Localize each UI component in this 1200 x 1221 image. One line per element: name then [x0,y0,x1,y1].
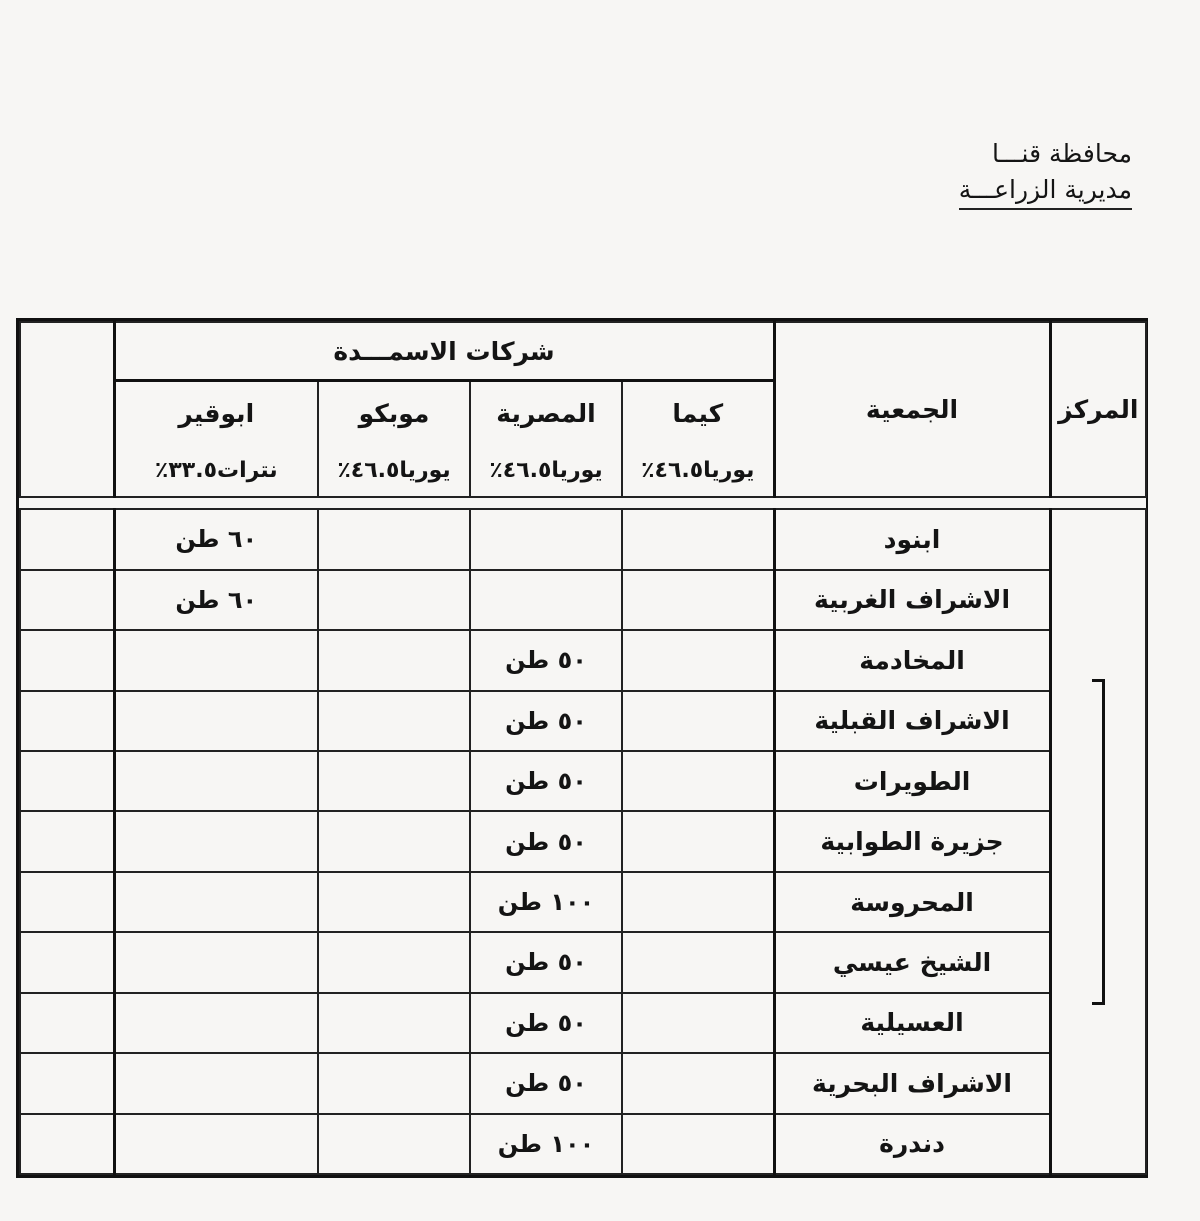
association-cell: الاشراف البحرية [774,1053,1050,1113]
association-cell: الشيخ عيسي [774,932,1050,992]
mopco-cell [318,1114,470,1175]
association-cell: المخادمة [774,630,1050,690]
company-kima-product: يوريا٤٦.٥٪ [622,444,774,497]
kima-cell [622,1114,774,1175]
document-header [959,136,1132,210]
blank-cell [20,872,114,932]
association-cell: جزيرة الطوابية [774,811,1050,871]
masria-cell: ٥٠ طن [470,811,622,871]
masria-cell [470,509,622,569]
kima-cell [622,509,774,569]
masria-cell: ٥٠ طن [470,630,622,690]
kima-cell [622,751,774,811]
abuqir-cell [114,993,318,1053]
blank-cell [20,932,114,992]
fertilizer-allocation-table [19,321,1147,1175]
company-kima-header: كيما [622,381,774,445]
abuqir-cell [114,691,318,751]
table-row [20,811,1146,871]
abuqir-cell [114,1053,318,1113]
abuqir-cell [114,811,318,871]
masria-cell: ٥٠ طن [470,993,622,1053]
table-row [20,630,1146,690]
association-cell: دندرة [774,1114,1050,1175]
company-masria-header: المصرية [470,381,622,445]
abuqir-cell [114,630,318,690]
blank-cell [20,1053,114,1113]
table-row [20,691,1146,751]
kima-cell [622,872,774,932]
abuqir-cell: ٦٠ طن [114,509,318,569]
mopco-cell [318,1053,470,1113]
company-mopco-header: موبكو [318,381,470,445]
abuqir-cell [114,1114,318,1175]
center-column-header: المركز [1050,322,1146,497]
association-cell: الطويرات [774,751,1050,811]
association-cell: العسيلية [774,993,1050,1053]
table-row [20,1053,1146,1113]
association-cell: الاشراف الغربية [774,570,1050,630]
abuqir-cell [114,932,318,992]
table-row [20,751,1146,811]
mopco-cell [318,751,470,811]
table-row [20,1114,1146,1175]
masria-cell [470,570,622,630]
blank-cell [20,811,114,871]
kima-cell [622,570,774,630]
blank-cell [20,1114,114,1175]
kima-cell [622,691,774,751]
mopco-cell [318,630,470,690]
masria-cell: ٥٠ طن [470,932,622,992]
center-bracket-mark [1092,679,1105,1005]
blank-cell [20,570,114,630]
table-row [20,932,1146,992]
blank-cell [20,751,114,811]
table-row [20,570,1146,630]
table-row [20,509,1146,569]
kima-cell [622,1053,774,1113]
masria-cell: ١٠٠ طن [470,1114,622,1175]
masria-cell: ٥٠ طن [470,691,622,751]
mopco-cell [318,570,470,630]
kima-cell [622,993,774,1053]
mopco-cell [318,509,470,569]
kima-cell [622,630,774,690]
mopco-cell [318,872,470,932]
center-cell [1050,509,1146,1174]
blank-cell [20,691,114,751]
masria-cell: ٥٠ طن [470,751,622,811]
table-row [20,872,1146,932]
mopco-cell [318,993,470,1053]
association-cell: المحروسة [774,872,1050,932]
abuqir-cell [114,751,318,811]
association-column-header: الجمعية [774,322,1050,497]
kima-cell [622,811,774,871]
abuqir-cell: ٦٠ طن [114,570,318,630]
association-cell: الاشراف القبلية [774,691,1050,751]
mopco-cell [318,691,470,751]
blank-cell [20,993,114,1053]
abuqir-cell [114,872,318,932]
header-spacer-row [20,497,1146,509]
table-row [20,993,1146,1053]
governorate-title: محافظة قنـــا [991,139,1132,168]
blank-column-header [20,322,114,497]
blank-cell [20,509,114,569]
masria-cell: ٥٠ طن [470,1053,622,1113]
company-abuqir-header: ابوقير [114,381,318,445]
company-mopco-product: يوريا٤٦.٥٪ [318,444,470,497]
fertilizer-allocation-table-frame [16,318,1148,1178]
directorate-title: مديرية الزراعـــة [959,172,1132,210]
kima-cell [622,932,774,992]
company-abuqir-product: نترات٣٣.٥٪ [114,444,318,497]
mopco-cell [318,932,470,992]
mopco-cell [318,811,470,871]
company-masria-product: يوريا٤٦.٥٪ [470,444,622,497]
association-cell: ابنود [774,509,1050,569]
fertilizer-companies-header: شركات الاسمـــدة [114,322,774,381]
masria-cell: ١٠٠ طن [470,872,622,932]
blank-cell [20,630,114,690]
